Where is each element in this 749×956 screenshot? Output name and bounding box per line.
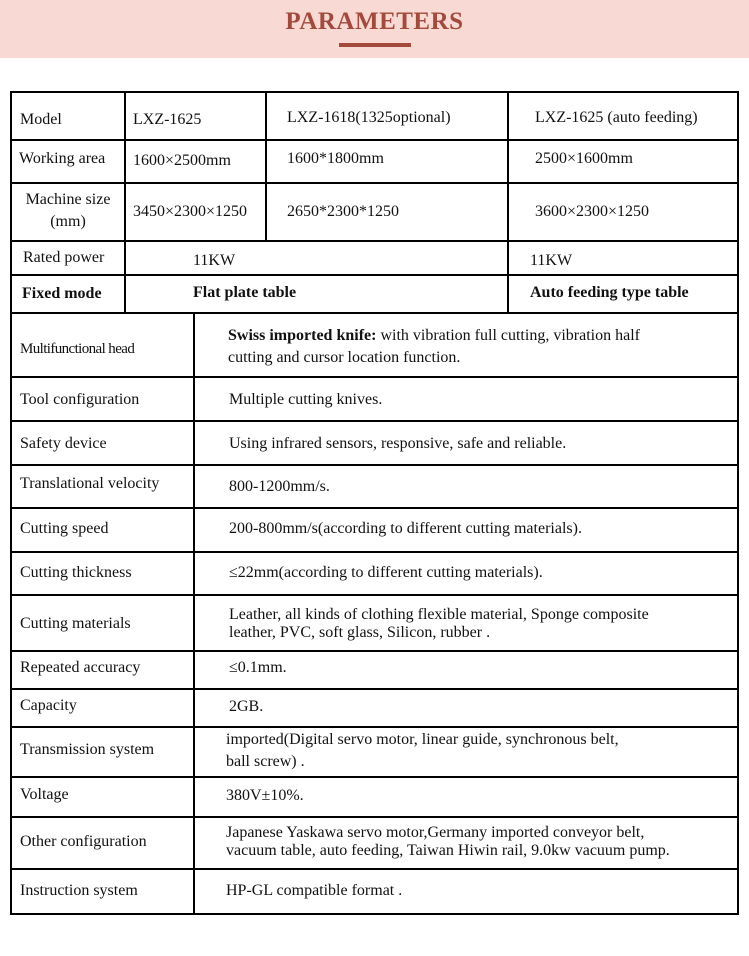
spec-value-cutting-speed: 200-800mm/s(according to different cutting materials).: [229, 520, 582, 537]
rated-power-value-1: 11KW: [193, 252, 236, 269]
row-divider: [10, 420, 739, 422]
spec-label-tool-configuration: Tool configuration: [20, 391, 140, 408]
spec-label-translational-velocity: Translational velocity: [20, 475, 160, 492]
row-divider: [10, 551, 739, 553]
row-divider: [10, 240, 739, 242]
spec-value-cutting-materials-line2: leather, PVC, soft glass, Silicon, rubber .: [229, 624, 491, 641]
page-header: [0, 0, 749, 58]
spec-value-tool-configuration: Multiple cutting knives.: [229, 391, 383, 408]
spec-value-bold-prefix: Swiss imported knife:: [228, 327, 377, 344]
row-divider: [10, 507, 739, 509]
row-divider: [10, 182, 739, 184]
rated-power-value-2: 11KW: [530, 252, 573, 269]
spec-value-multifunctional-head: [228, 326, 640, 346]
spec-value-voltage: 380V±10%.: [226, 787, 304, 804]
spec-label-instruction-system: Instruction system: [20, 882, 138, 899]
row-divider: [10, 464, 739, 466]
row-divider: [10, 376, 739, 378]
working-area-value-1: 1600×2500mm: [133, 152, 231, 169]
row-divider: [10, 726, 739, 728]
machine-size-label-line1: Machine size: [25, 191, 111, 208]
machine-size-label-line2: (mm): [50, 213, 86, 230]
model-label: Model: [20, 111, 62, 128]
spec-value-other-configuration-line2: vacuum table, auto feeding, Taiwan Hiwin rail, 9.0kw vacuum pump.: [226, 842, 670, 859]
spec-label-safety-device: Safety device: [20, 435, 107, 452]
model-value-1: LXZ-1625: [133, 111, 202, 128]
row-divider: [10, 139, 739, 141]
row-divider: [10, 274, 739, 276]
row-divider: [10, 816, 739, 818]
spec-value-cutting-thickness: ≤22mm(according to different cutting materials).: [229, 564, 543, 581]
row-divider: [10, 650, 739, 652]
working-area-value-2: 1600*1800mm: [287, 150, 384, 167]
spec-value-other-configuration-line1: Japanese Yaskawa servo motor,Germany imported conveyor belt,: [226, 824, 645, 841]
title-underline: [339, 43, 411, 47]
spec-value-line1: with vibration full cutting, vibration half: [376, 327, 640, 344]
spec-value-translational-velocity: 800-1200mm/s.: [229, 478, 330, 495]
spec-value-instruction-system: HP-GL compatible format .: [226, 882, 403, 899]
rated-power-label: Rated power: [23, 249, 105, 266]
column-divider: [507, 91, 509, 313]
fixed-mode-value-1: Flat plate table: [193, 284, 297, 301]
column-divider: [193, 312, 195, 915]
spec-value-capacity: 2GB.: [229, 698, 264, 715]
working-area-value-3: 2500×1600mm: [535, 150, 633, 167]
machine-size-value-2: 2650*2300*1250: [287, 203, 399, 220]
spec-label-capacity: Capacity: [20, 697, 77, 714]
row-divider: [10, 594, 739, 596]
spec-label-cutting-thickness: Cutting thickness: [20, 564, 132, 581]
page-title: PARAMETERS: [285, 8, 464, 35]
spec-value-transmission-system-line2: ball screw) .: [226, 753, 305, 770]
spec-label-cutting-materials: Cutting materials: [20, 615, 131, 632]
spec-value-cutting-materials-line1: Leather, all kinds of clothing flexible material, Sponge composite: [229, 606, 649, 623]
spec-value-safety-device: Using infrared sensors, responsive, safe and reliable.: [229, 435, 567, 452]
machine-size-value-3: 3600×2300×1250: [535, 203, 650, 220]
row-divider: [10, 312, 739, 314]
spec-label-voltage: Voltage: [20, 786, 69, 803]
column-divider: [124, 91, 126, 313]
model-value-2: LXZ-1618(1325optional): [287, 109, 451, 126]
column-divider: [265, 91, 267, 241]
spec-label-transmission-system: Transmission system: [20, 741, 155, 758]
row-divider: [10, 776, 739, 778]
row-divider: [10, 868, 739, 870]
spec-label-cutting-speed: Cutting speed: [20, 520, 109, 537]
fixed-mode-label: Fixed mode: [22, 285, 102, 302]
fixed-mode-value-2: Auto feeding type table: [530, 284, 689, 301]
spec-value-multifunctional-head-line2: cutting and cursor location function.: [228, 349, 461, 366]
spec-label-multifunctional-head: Multifunctional head: [20, 341, 135, 357]
spec-value-repeated-accuracy: ≤0.1mm.: [229, 659, 287, 676]
row-divider: [10, 688, 739, 690]
working-area-label: Working area: [19, 150, 106, 167]
spec-label-other-configuration: Other configuration: [20, 833, 147, 850]
machine-size-value-1: 3450×2300×1250: [133, 203, 248, 220]
spec-label-repeated-accuracy: Repeated accuracy: [20, 659, 141, 676]
model-value-3: LXZ-1625 (auto feeding): [535, 109, 698, 126]
spec-value-transmission-system-line1: imported(Digital servo motor, linear guide, synchronous belt,: [226, 731, 619, 748]
